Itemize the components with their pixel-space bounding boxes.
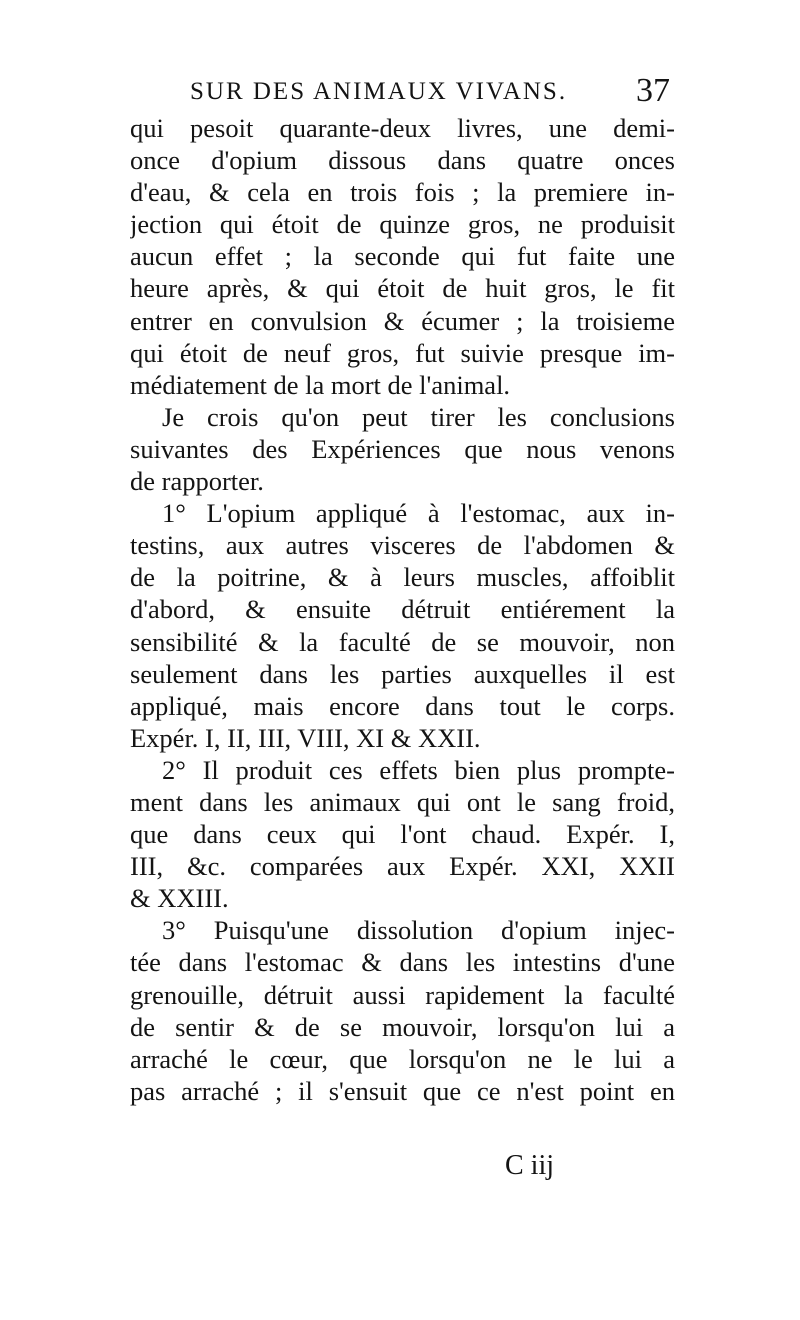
text-line: médiatement de la mort de l'animal. bbox=[130, 369, 511, 400]
text-line: & XXIII. bbox=[130, 883, 229, 914]
text-line: d'abord, & ensuite détruit entiérement la bbox=[130, 594, 675, 625]
text-line: entrer en convulsion & écumer ; la troisieme bbox=[130, 305, 675, 336]
text-line: qui pesoit quarante-deux livres, une demi- bbox=[130, 113, 675, 143]
text-line: arraché le cœur, que lorsqu'on ne le lui a bbox=[130, 1043, 675, 1074]
text-line: de sentir & de se mouvoir, lorsqu'on lui a bbox=[130, 1011, 675, 1042]
text-line: appliqué, mais encore dans tout le corps. bbox=[130, 690, 675, 721]
text-line: Expér. I, II, III, VIII, XI & XXII. bbox=[130, 722, 481, 753]
text-line: Je crois qu'on peut tirer les conclusions bbox=[162, 401, 675, 432]
text-line: sensibilité & la faculté de se mouvoir, non bbox=[130, 626, 675, 657]
text-line: heure après, & qui étoit de huit gros, le fit bbox=[130, 273, 675, 304]
text-line: de la poitrine, & à leurs muscles, affoiblit bbox=[130, 562, 675, 593]
text-line: pas arraché ; il s'ensuit que ce n'est point en bbox=[130, 1075, 675, 1106]
text-line: seulement dans les parties auxquelles il est bbox=[130, 658, 675, 689]
text-line: 1° L'opium appliqué à l'estomac, aux in- bbox=[162, 498, 675, 529]
text-line: ment dans les animaux qui ont le sang froid, bbox=[130, 786, 675, 817]
text-line: que dans ceux qui l'ont chaud. Expér. I, bbox=[130, 819, 675, 850]
text-line: qui étoit de neuf gros, fut suivie presque im- bbox=[130, 337, 675, 368]
text-line: III, &c. comparées aux Expér. XXI, XXII bbox=[130, 851, 675, 882]
text-line: grenouille, détruit aussi rapidement la faculté bbox=[130, 979, 675, 1010]
text-line: tée dans l'estomac & dans les intestins d'une bbox=[130, 947, 675, 978]
text-line: testins, aux autres visceres de l'abdomen & bbox=[130, 530, 675, 561]
text-line: 2° Il produit ces effets bien plus prompte- bbox=[162, 754, 675, 785]
text-line: d'eau, & cela en trois fois ; la premiere in- bbox=[130, 177, 675, 208]
text-line: de rapporter. bbox=[130, 466, 264, 497]
text-line: jection qui étoit de quinze gros, ne produisit bbox=[130, 209, 675, 240]
body-text bbox=[130, 112, 675, 1107]
signature-mark: C iij bbox=[505, 1150, 555, 1181]
page-number: 37 bbox=[636, 72, 670, 109]
running-title: SUR DES ANIMAUX VIVANS. bbox=[190, 78, 568, 105]
text-line: aucun effet ; la seconde qui fut faite une bbox=[130, 241, 675, 272]
text-line: suivantes des Expériences que nous venons bbox=[130, 433, 675, 464]
text-line: once d'opium dissous dans quatre onces bbox=[130, 145, 675, 176]
text-line: 3° Puisqu'une dissolution d'opium injec- bbox=[162, 915, 675, 946]
